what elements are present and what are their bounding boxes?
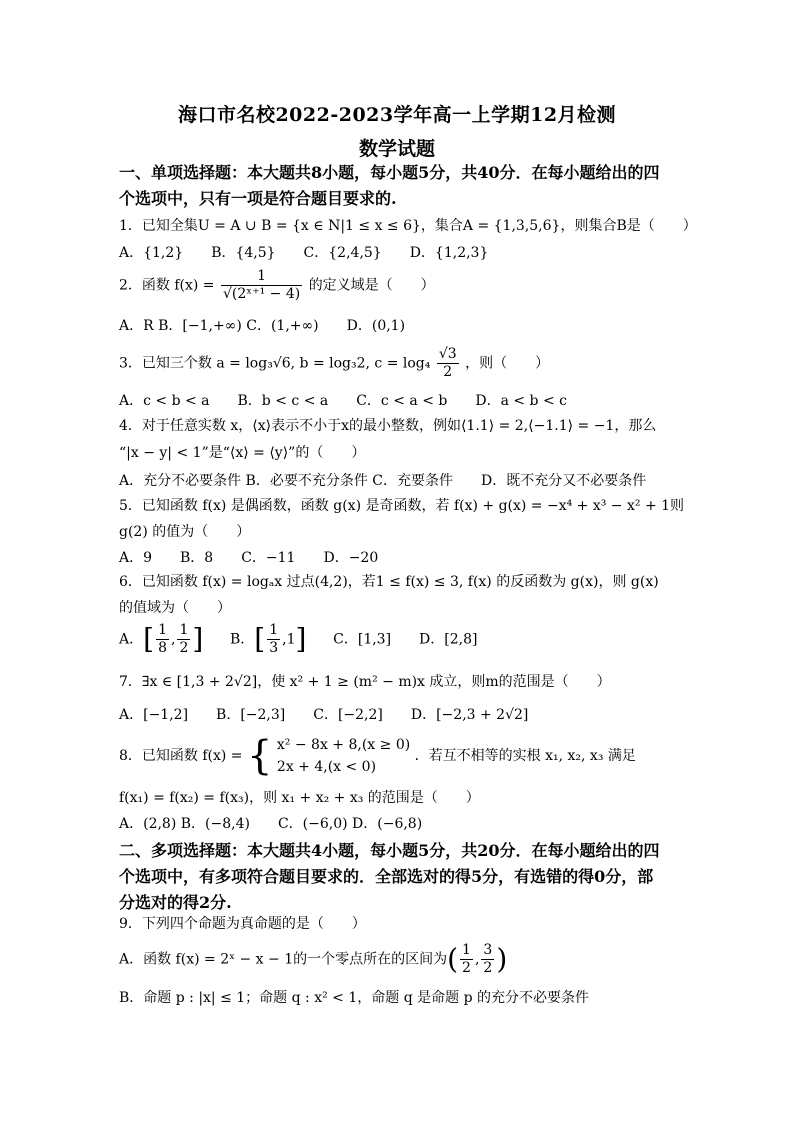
q3-stem: 3．已知三个数 a = log₃√6, b = log₃2, c = log₄ $\frac{√3}{2}$ ，则（ ） <box>119 346 550 380</box>
q8-piecewise: x² − 8x + 8,(x ≥ 0) 2x + 4,(x < 0) <box>276 737 411 775</box>
q5-line2: g(2) 的值为（ ） <box>119 524 251 540</box>
q2-fraction: $\frac{1}{\text{√(2ˣ⁺¹ − 4)}}$ <box>223 268 301 302</box>
section1-heading: 一、单项选择题：本大题共8小题，每小题5分，共40分．在每小题给出的四 个选项中，只有一项是符合题目要求的. <box>119 163 660 208</box>
q7-options: A．[−1,2] B．[−2,3] C．[−2,2] D．[−2,3 + 2√2] <box>119 707 529 723</box>
q8-stem: 8．已知函数 f(x) = { x² − 8x + 8,(x ≥ 0) 2x + 4,(x < 0) ．若互不相等的实根 x₁, x₂, x₃ 满足 <box>119 733 636 779</box>
q4-line1: 4．对于任意实数 x，⟨x⟩表示不小于x的最小整数，例如⟨1.1⟩ = 2,⟨−1.1⟩ = −1，那么 <box>119 418 657 434</box>
q8-line2: f(x₁) = f(x₂) = f(x₃)，则 x₁ + x₂ + x₃ 的范围是（ ） <box>119 790 480 806</box>
q6-optA-frac1: $\frac{1}{8}$ <box>158 622 167 656</box>
q9-optB: B．命题 p : |x| ≤ 1；命题 q : x² < 1，命题 q 是命题 p 的充分不必要条件 <box>119 990 589 1006</box>
exam-title: 海口市名校2022-2023学年高一上学期12月检测 <box>177 104 617 126</box>
q5-line1: 5．已知函数 f(x) 是偶函数，函数 g(x) 是奇函数，若 f(x) + g(x) = −x⁴ + x³ − x² + 1则 <box>119 498 685 514</box>
q5-options: A．9 B．8 C．−11 D．−20 <box>119 550 379 566</box>
q3-options: A．c < b < a B．b < c < a C．c < a < b D．a < b < c <box>119 393 567 409</box>
q4-line2: “|x − y| < 1”是“⟨x⟩ = ⟨y⟩”的（ ） <box>119 445 366 461</box>
q2-stem: 2．函数 f(x) = $\frac{1}{\text{√(2ˣ⁺¹ − 4)}}$ 的定义域是（ ） <box>119 268 435 302</box>
exam-subtitle: 数学试题 <box>358 138 435 160</box>
q6-line2: 的值域为（ ） <box>119 600 231 616</box>
q2-options: A．R B．[−1,+∞) C．(1,+∞) D．(0,1) <box>119 318 406 334</box>
q1-options: A．{1,2} B．{4,5} C．{2,4,5} D．{1,2,3} <box>119 245 489 261</box>
q9-optA-frac2: $\frac{3}{2}$ <box>483 942 493 976</box>
q4-options: A．充分不必要条件 B．必要不充分条件 C．充要条件 D．既不充分又不必要条件 <box>119 473 647 489</box>
section2-heading: 二、多项选择题：本大题共4小题，每小题5分，共20分．在每小题给出的四 个选项中，有多项符合题目要求的．全部选对的得5分，有选错的得0分，部 分选对的得2分. <box>119 841 660 912</box>
q3-fraction: $\frac{√3}{2}$ <box>438 346 457 380</box>
q6-line1: 6．已知函数 f(x) = logₐx 过点(4,2)，若1 ≤ f(x) ≤ 3, f(x) 的反函数为 g(x)，则 g(x) <box>119 574 659 590</box>
q1-stem: 1．已知全集U = A ∪ B = {x ∈ N|1 ≤ x ≤ 6}，集合A = {1,3,5,6}，则集合B是（ ） <box>119 218 697 234</box>
q9-optA: A．函数 f(x) = 2ˣ − x − 1的一个零点所在的区间为( $\frac{1}{2}$ , $\frac{3}{2}$ ) <box>119 942 508 976</box>
q6-optB-frac: $\frac{1}{3}$ <box>269 622 279 656</box>
q7-stem: 7．∃x ∈ [1,3 + 2√2]，使 x² + 1 ≥ (m² − m)x 成立，则m的范围是（ ） <box>119 674 611 690</box>
q9-stem: 9．下列四个命题为真命题的是（ ） <box>119 916 366 932</box>
q6-options: A．[ $\frac{1}{8}$ , $\frac{1}{2}$ ] B．[ $\frac{1}{3}$ ,1] C．[1,3] D．[2,8] <box>119 622 478 656</box>
q8-options: A．(2,8) B．(−8,4) C．(−6,0) D．(−6,8) <box>119 816 423 832</box>
q6-optA-frac2: $\frac{1}{2}$ <box>179 622 189 656</box>
q9-optA-frac1: $\frac{1}{2}$ <box>462 942 471 976</box>
